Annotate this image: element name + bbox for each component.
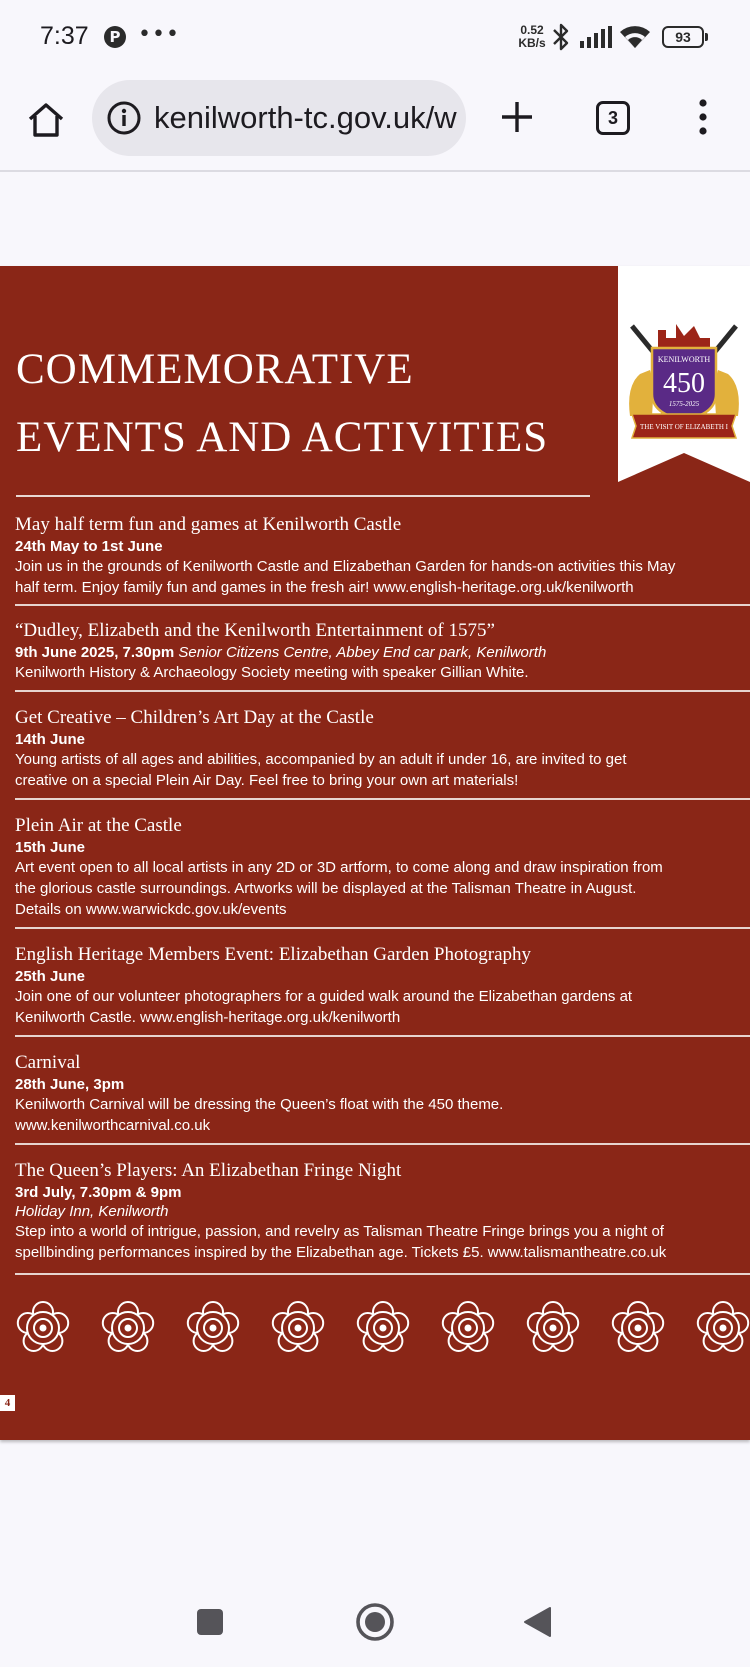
home-circle-icon[interactable] bbox=[355, 1602, 395, 1642]
emblem-banner-text: THE VISIT OF ELIZABETH I bbox=[639, 423, 729, 431]
tudor-rose-icon bbox=[273, 1302, 323, 1351]
network-speed bbox=[515, 24, 549, 50]
page-title-line-2: EVENTS AND ACTIVITIES bbox=[16, 414, 549, 461]
event-description-line: Join us in the grounds of Kenilworth Castle and Elizabethan Garden for hands-on activities this May bbox=[15, 558, 676, 575]
kenilworth-450-emblem bbox=[618, 266, 750, 482]
event-item bbox=[15, 706, 750, 791]
tudor-rose-border bbox=[15, 1300, 750, 1356]
event-description-line: Details on www.warwickdc.gov.uk/events bbox=[15, 901, 287, 918]
page-title bbox=[16, 336, 616, 472]
emblem-number: 450 bbox=[663, 368, 705, 399]
event-description-line: Join one of our volunteer photographers for a guided walk around the Elizabethan gardens at bbox=[15, 988, 633, 1005]
tudor-rose-icon bbox=[528, 1302, 578, 1351]
pinterest-icon: P bbox=[104, 26, 126, 48]
status-bar bbox=[0, 0, 750, 76]
tab-switcher-icon[interactable]: 3 bbox=[596, 101, 630, 135]
signal-icon bbox=[580, 26, 612, 48]
page-title-line-1: COMMEMORATIVE bbox=[16, 346, 414, 393]
event-title: Carnival bbox=[15, 1052, 81, 1073]
network-speed-unit: KB/s bbox=[518, 36, 546, 50]
event-description-line: Kenilworth Carnival will be dressing the Queen’s float with the 450 theme. bbox=[15, 1096, 504, 1113]
event-divider bbox=[15, 690, 750, 692]
event-description-line: creative on a special Plein Air Day. Feel free to bring your own art materials! bbox=[15, 772, 519, 789]
back-triangle-icon[interactable] bbox=[522, 1606, 552, 1638]
tudor-rose-icon bbox=[18, 1302, 68, 1351]
url-text[interactable]: kenilworth-tc.gov.uk/w bbox=[154, 100, 457, 135]
wifi-icon bbox=[619, 24, 651, 50]
event-date: 24th May to 1st June bbox=[15, 538, 163, 555]
browser-toolbar bbox=[0, 76, 750, 172]
bluetooth-icon bbox=[551, 22, 571, 52]
event-divider bbox=[15, 927, 750, 929]
event-description-line: Art event open to all local artists in any 2D or 3D artform, to come along and draw inspiration from bbox=[15, 859, 663, 876]
event-date: 14th June bbox=[15, 731, 86, 748]
emblem-years: 1575-2025 bbox=[668, 400, 700, 408]
tudor-rose-icon bbox=[698, 1302, 748, 1351]
event-title: The Queen’s Players: An Elizabethan Fringe Night bbox=[15, 1160, 402, 1181]
event-item bbox=[15, 943, 750, 1028]
event-description-line: Step into a world of intrigue, passion, and revelry as Talisman Theatre Fringe brings you a night of bbox=[15, 1223, 664, 1240]
event-date: 25th June bbox=[15, 968, 86, 985]
overflow-menu-icon[interactable] bbox=[695, 98, 711, 138]
event-divider bbox=[15, 604, 750, 606]
event-date: 28th June, 3pm bbox=[15, 1076, 125, 1093]
event-date: 9th June 2025, 7.30pm bbox=[15, 644, 175, 661]
page-number: 4 bbox=[0, 1395, 15, 1411]
event-title: English Heritage Members Event: Elizabethan Garden Photography bbox=[15, 944, 532, 965]
address-bar[interactable] bbox=[92, 80, 466, 156]
event-venue: Holiday Inn, Kenilworth bbox=[15, 1203, 169, 1220]
event-description-line: spellbinding performances inspired by the Elizabethan age. Tickets £5. www.talismantheatre.co.uk bbox=[15, 1244, 667, 1261]
event-divider bbox=[15, 1143, 750, 1145]
event-title: “Dudley, Elizabeth and the Kenilworth Entertainment of 1575” bbox=[15, 620, 495, 641]
event-date: 3rd July, 7.30pm & 9pm bbox=[15, 1184, 182, 1201]
system-navigation-bar bbox=[0, 1571, 750, 1667]
event-title: Plein Air at the Castle bbox=[15, 815, 182, 836]
status-time: 7:37 bbox=[40, 22, 89, 50]
event-date-line bbox=[15, 643, 750, 662]
event-venue: Senior Citizens Centre, Abbey End car park, Kenilworth bbox=[178, 644, 547, 661]
event-item bbox=[15, 814, 750, 920]
event-divider bbox=[15, 1035, 750, 1037]
event-description-line: the glorious castle surroundings. Artworks will be displayed at the Talisman Theatre in August. bbox=[15, 880, 637, 897]
event-date: 15th June bbox=[15, 839, 86, 856]
network-speed-value: 0.52 bbox=[520, 23, 544, 37]
new-tab-plus-icon[interactable] bbox=[499, 99, 535, 135]
more-notifications-icon: ••• bbox=[138, 22, 180, 47]
event-description-line: half term. Enjoy family fun and games in the fresh air! www.english-heritage.org.uk/kenilworth bbox=[15, 579, 634, 596]
tudor-rose-icon bbox=[188, 1302, 238, 1351]
event-description-line: Kenilworth Castle. www.english-heritage.org.uk/kenilworth bbox=[15, 1009, 401, 1026]
event-description-line: Kenilworth History & Archaeology Society meeting with speaker Gillian White. bbox=[15, 664, 529, 681]
event-description-line: Young artists of all ages and abilities, accompanied by an adult if under 16, are invited to get bbox=[15, 751, 627, 768]
event-item bbox=[15, 1051, 750, 1136]
tudor-rose-icon bbox=[613, 1302, 663, 1351]
event-description-line: www.kenilworthcarnival.co.uk bbox=[15, 1117, 211, 1134]
tudor-rose-icon bbox=[358, 1302, 408, 1351]
home-icon[interactable] bbox=[26, 100, 66, 140]
tudor-rose-icon bbox=[103, 1302, 153, 1351]
emblem-top-text: KENILWORTH bbox=[657, 355, 711, 364]
event-title: May half term fun and games at Kenilworth Castle bbox=[15, 514, 402, 535]
recents-square-icon[interactable] bbox=[196, 1608, 224, 1636]
title-divider bbox=[16, 495, 590, 497]
event-item bbox=[15, 619, 750, 683]
event-divider bbox=[15, 798, 750, 800]
event-title: Get Creative – Children’s Art Day at the Castle bbox=[15, 707, 374, 728]
event-item bbox=[15, 1159, 750, 1263]
document-page bbox=[0, 266, 750, 1440]
tudor-rose-icon bbox=[443, 1302, 493, 1351]
battery-icon: 93 bbox=[662, 26, 704, 48]
event-item bbox=[15, 513, 750, 598]
event-divider bbox=[15, 1273, 750, 1275]
site-info-icon[interactable] bbox=[106, 100, 142, 136]
